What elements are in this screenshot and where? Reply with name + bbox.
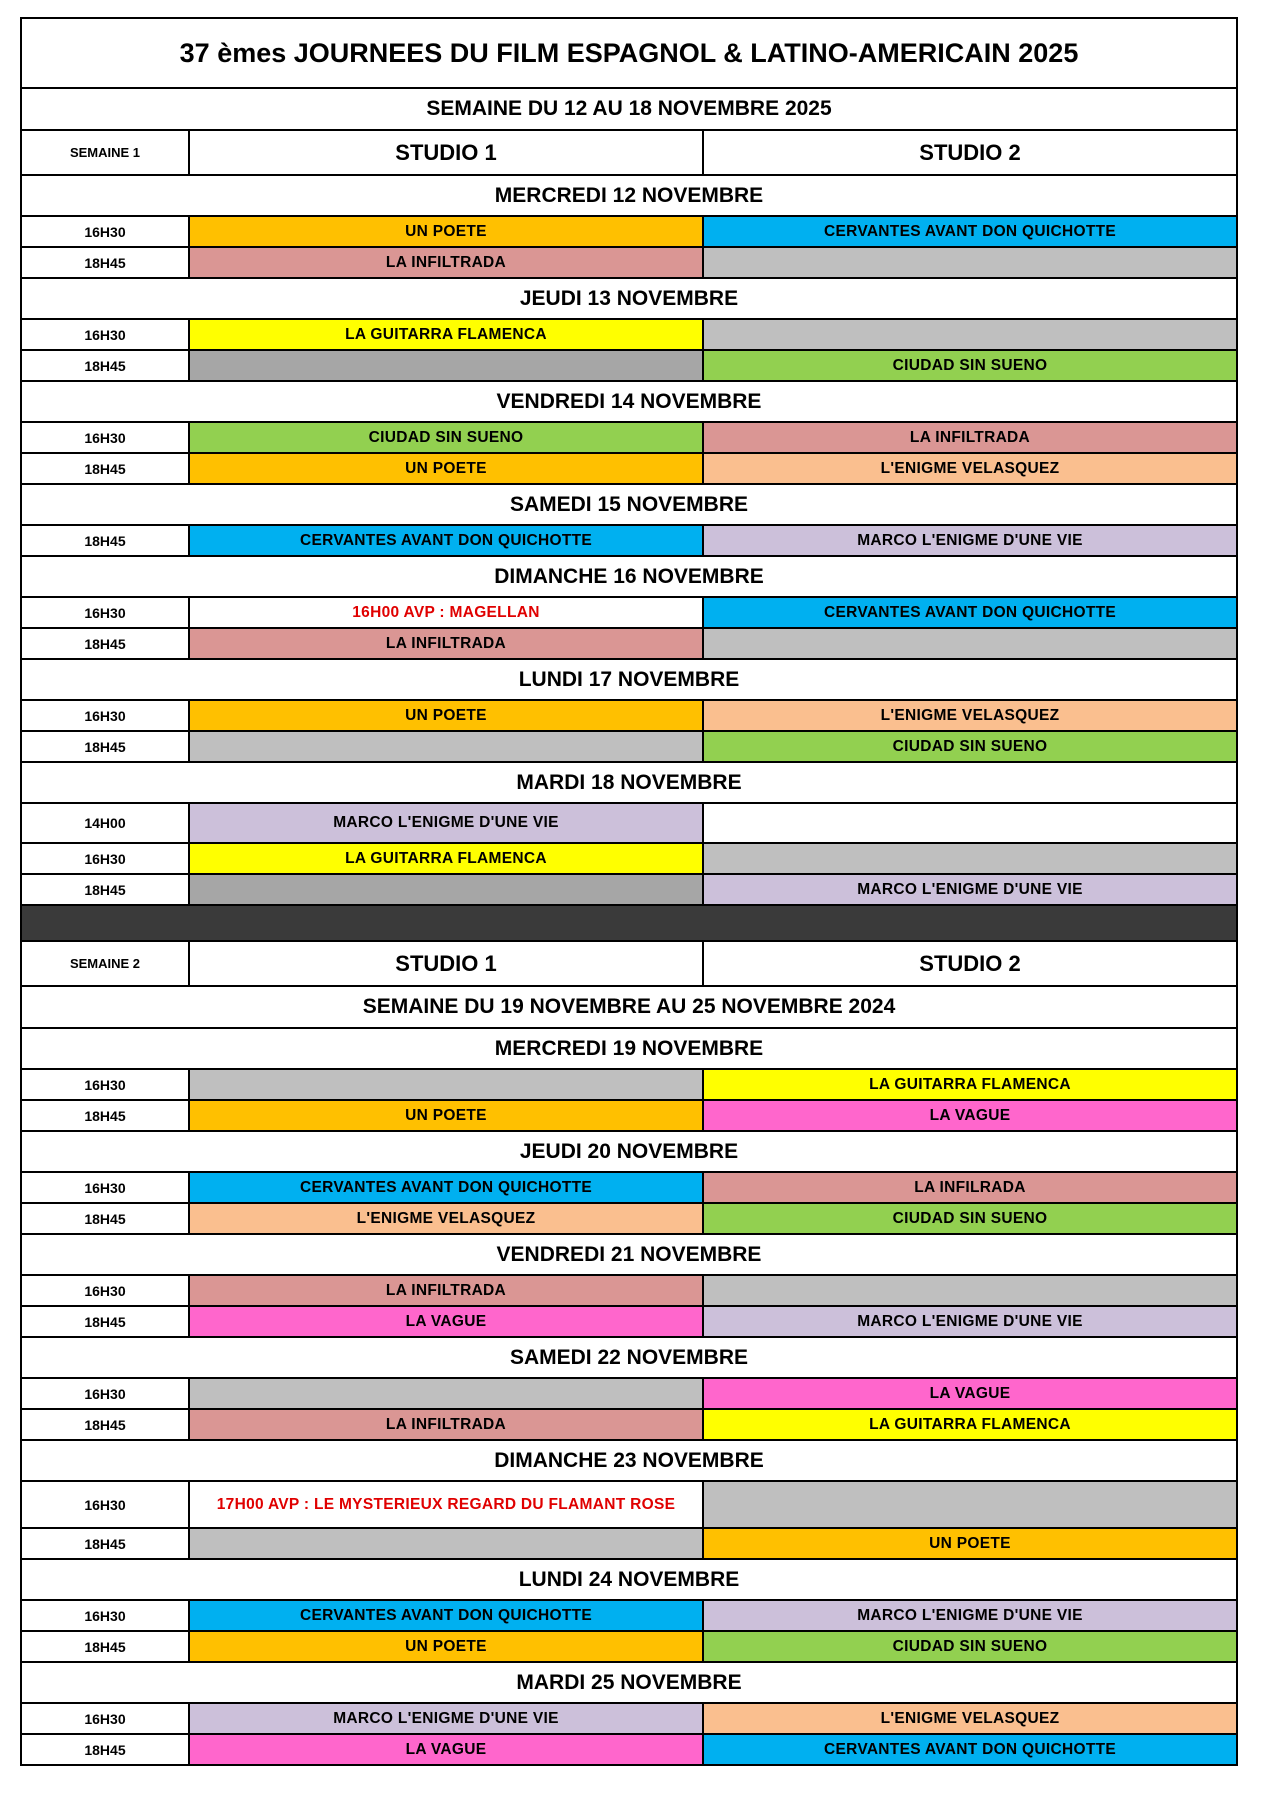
day-heading: DIMANCHE 16 NOVEMBRE [494,564,764,588]
studio2-film [704,248,1236,277]
day-row [20,485,1238,526]
studio2-film: UN POETE [704,1529,1236,1558]
studio1-film [190,1379,704,1408]
week1-studio1-header: STUDIO 1 [190,131,704,174]
screening-time: 16H30 [22,1070,190,1099]
studio2-film: LA GUITARRA FLAMENCA [704,1070,1236,1099]
studio1-film [190,351,704,380]
screening-time: 18H45 [22,629,190,658]
day-row [20,660,1238,701]
day-heading: JEUDI 13 NOVEMBRE [519,286,739,310]
day-row [20,1029,1238,1070]
screening-row [20,248,1238,279]
studio1-film: CERVANTES AVANT DON QUICHOTTE [190,526,704,555]
studio2-film: CIUDAD SIN SUENO [704,732,1236,761]
studio2-film: LA VAGUE [704,1101,1236,1130]
screening-time: 18H45 [22,454,190,483]
week1-heading: SEMAINE DU 12 AU 18 NOVEMBRE 2025 [426,97,832,120]
week2-label: SEMAINE 2 [22,942,190,985]
day-heading: MARDI 25 NOVEMBRE [516,1670,742,1694]
studio2-film: MARCO L'ENIGME D'UNE VIE [704,875,1236,904]
studio1-film [190,1070,704,1099]
screening-row [20,1173,1238,1204]
day-heading: SAMEDI 22 NOVEMBRE [509,1345,749,1369]
studio2-film: MARCO L'ENIGME D'UNE VIE [704,1601,1236,1630]
studio2-film: L'ENIGME VELASQUEZ [704,1704,1236,1733]
studio1-film: UN POETE [190,454,704,483]
studio2-film: LA VAGUE [704,1379,1236,1408]
studio1-film: LA INFILTRADA [190,1276,704,1305]
studio2-film [704,1482,1236,1527]
screening-time: 18H45 [22,1307,190,1336]
screening-time: 14H00 [22,804,190,842]
screening-time: 18H45 [22,875,190,904]
title-row [20,17,1238,89]
screening-row [20,1529,1238,1560]
screening-time: 16H30 [22,1379,190,1408]
screening-row [20,701,1238,732]
day-row [20,557,1238,598]
screening-time: 18H45 [22,1101,190,1130]
studio2-film [704,629,1236,658]
screening-time: 18H45 [22,526,190,555]
screening-row [20,1601,1238,1632]
screening-row [20,351,1238,382]
studio1-film: UN POETE [190,1101,704,1130]
studio2-film: MARCO L'ENIGME D'UNE VIE [704,526,1236,555]
screening-time: 16H30 [22,844,190,873]
studio1-film: LA GUITARRA FLAMENCA [190,320,704,349]
screening-time: 16H30 [22,217,190,246]
studio2-film: CIUDAD SIN SUENO [704,351,1236,380]
week2-days [20,1029,1238,1766]
day-heading: MERCREDI 19 NOVEMBRE [494,1036,764,1060]
screening-row [20,1379,1238,1410]
day-row [20,279,1238,320]
studio1-film: LA GUITARRA FLAMENCA [190,844,704,873]
week1-studio-header [20,131,1238,176]
studio1-film: CERVANTES AVANT DON QUICHOTTE [190,1173,704,1202]
studio1-film [190,732,704,761]
screening-row [20,629,1238,660]
screening-row [20,804,1238,844]
week-separator [20,906,1238,942]
day-row [20,1441,1238,1482]
week1-label: SEMAINE 1 [22,131,190,174]
screening-row [20,526,1238,557]
day-row [20,1235,1238,1276]
screening-time: 16H30 [22,1276,190,1305]
week2-studio1-header: STUDIO 1 [190,942,704,985]
studio1-film: LA VAGUE [190,1307,704,1336]
screening-row [20,1482,1238,1529]
week1-heading-row [20,89,1238,131]
studio1-film: UN POETE [190,701,704,730]
screening-row [20,1101,1238,1132]
studio2-film: CERVANTES AVANT DON QUICHOTTE [704,1735,1236,1764]
studio2-film: L'ENIGME VELASQUEZ [704,701,1236,730]
screening-row [20,423,1238,454]
studio1-film: 17H00 AVP : LE MYSTERIEUX REGARD DU FLAMANT ROSE [190,1482,704,1527]
studio2-film [704,844,1236,873]
screening-time: 16H30 [22,1173,190,1202]
studio1-film: CIUDAD SIN SUENO [190,423,704,452]
studio2-film: L'ENIGME VELASQUEZ [704,454,1236,483]
screening-time: 18H45 [22,248,190,277]
studio1-film: LA INFILTRADA [190,629,704,658]
week2-studio2-header: STUDIO 2 [919,950,1021,976]
studio2-film [704,1276,1236,1305]
screening-time: 16H30 [22,1482,190,1527]
screening-row [20,320,1238,351]
screening-row [20,1204,1238,1235]
schedule-sheet [20,17,1238,1766]
studio1-film: LA INFILTRADA [190,248,704,277]
day-row [20,176,1238,217]
studio2-film: MARCO L'ENIGME D'UNE VIE [704,1307,1236,1336]
day-row [20,1663,1238,1704]
studio1-film: 16H00 AVP : MAGELLAN [190,598,704,627]
studio2-film: CERVANTES AVANT DON QUICHOTTE [704,598,1236,627]
screening-row [20,217,1238,248]
screening-time: 18H45 [22,1410,190,1439]
screening-time: 16H30 [22,320,190,349]
day-heading: JEUDI 20 NOVEMBRE [519,1139,739,1163]
day-row [20,763,1238,804]
day-heading: DIMANCHE 23 NOVEMBRE [494,1448,764,1472]
studio1-film: MARCO L'ENIGME D'UNE VIE [190,804,704,842]
week1-studio2-header: STUDIO 2 [919,139,1021,165]
screening-row [20,454,1238,485]
studio2-film: CIUDAD SIN SUENO [704,1204,1236,1233]
studio1-film: L'ENIGME VELASQUEZ [190,1204,704,1233]
screening-row [20,1735,1238,1766]
day-heading: VENDREDI 14 NOVEMBRE [496,389,762,413]
day-row [20,1560,1238,1601]
screening-time: 18H45 [22,1735,190,1764]
studio1-film [190,875,704,904]
studio2-film: CIUDAD SIN SUENO [704,1632,1236,1661]
studio2-film [704,320,1236,349]
day-heading: LUNDI 24 NOVEMBRE [518,1567,740,1591]
screening-row [20,1632,1238,1663]
studio2-film: LA GUITARRA FLAMENCA [704,1410,1236,1439]
day-row [20,1338,1238,1379]
screening-row [20,1704,1238,1735]
studio1-film: MARCO L'ENIGME D'UNE VIE [190,1704,704,1733]
screening-row [20,1070,1238,1101]
screening-time: 16H30 [22,423,190,452]
screening-time: 16H30 [22,701,190,730]
studio1-film: UN POETE [190,217,704,246]
day-heading: MERCREDI 12 NOVEMBRE [494,183,764,207]
studio1-film [190,1529,704,1558]
week2-heading-row [20,987,1238,1029]
studio2-film: CERVANTES AVANT DON QUICHOTTE [704,217,1236,246]
screening-time: 18H45 [22,732,190,761]
week1-days [20,176,1238,906]
screening-row [20,732,1238,763]
studio1-film: CERVANTES AVANT DON QUICHOTTE [190,1601,704,1630]
day-heading: LUNDI 17 NOVEMBRE [518,667,740,691]
screening-row [20,598,1238,629]
day-heading: MARDI 18 NOVEMBRE [516,770,742,794]
week2-studio-header [20,942,1238,987]
studio1-film: UN POETE [190,1632,704,1661]
day-heading: SAMEDI 15 NOVEMBRE [509,492,749,516]
screening-row [20,1410,1238,1441]
studio2-film [704,804,1236,842]
screening-row [20,875,1238,906]
week2-heading: SEMAINE DU 19 NOVEMBRE AU 25 NOVEMBRE 2024 [362,995,896,1018]
screening-time: 18H45 [22,351,190,380]
screening-time: 18H45 [22,1632,190,1661]
screening-time: 16H30 [22,1704,190,1733]
studio2-film: LA INFILTRADA [704,423,1236,452]
day-row [20,1132,1238,1173]
screening-time: 16H30 [22,1601,190,1630]
studio2-film: LA INFILRADA [704,1173,1236,1202]
screening-time: 18H45 [22,1529,190,1558]
screening-row [20,1276,1238,1307]
screening-row [20,844,1238,875]
screening-time: 16H30 [22,598,190,627]
day-heading: VENDREDI 21 NOVEMBRE [496,1242,762,1266]
page-title: 37 èmes JOURNEES DU FILM ESPAGNOL & LATINO-AMERICAIN 2025 [179,37,1079,68]
screening-time: 18H45 [22,1204,190,1233]
studio1-film: LA INFILTRADA [190,1410,704,1439]
day-row [20,382,1238,423]
studio1-film: LA VAGUE [190,1735,704,1764]
screening-row [20,1307,1238,1338]
